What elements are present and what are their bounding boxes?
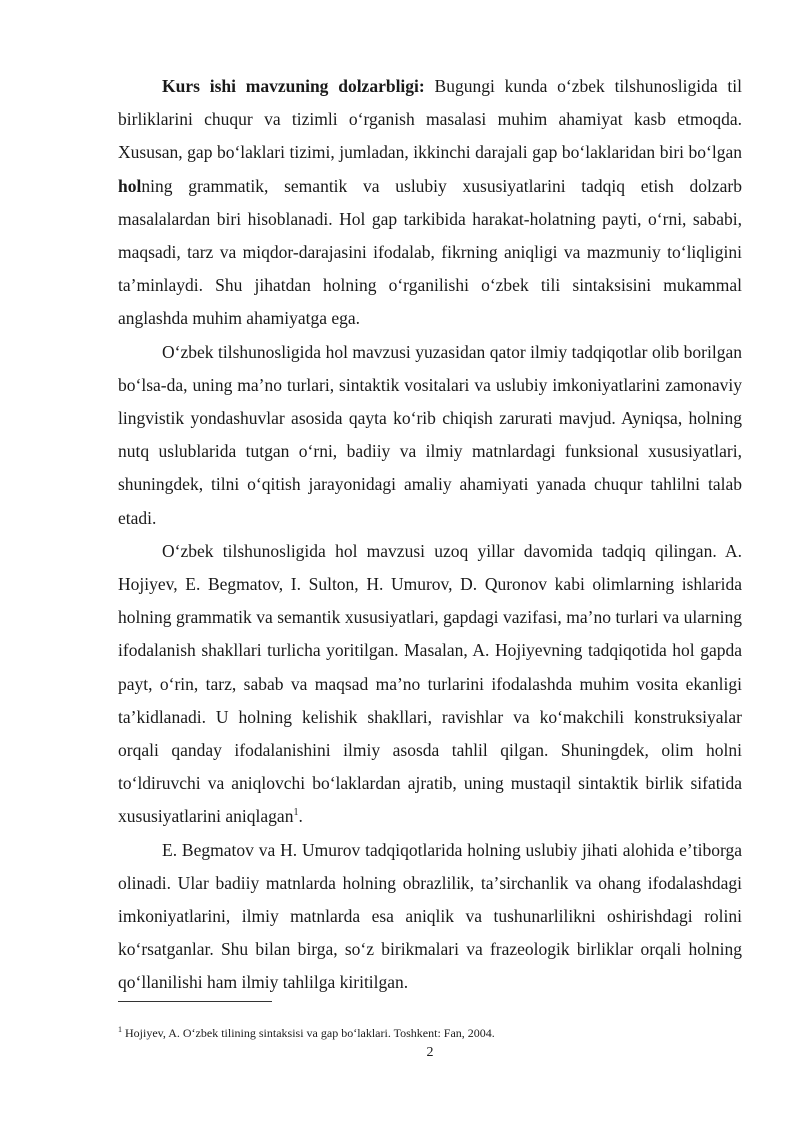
footnote-text: Hojiyev, A. Oʻzbek tilining sintaksisi va gap boʻlaklari. Toshkent: Fan, 2004.	[125, 1026, 495, 1040]
paragraph-research-need	[118, 336, 742, 535]
paragraph-stylistic	[118, 834, 742, 1000]
page-body	[118, 70, 742, 1000]
page-number: 2	[426, 1045, 434, 1060]
footnote-divider	[118, 1001, 272, 1002]
relevance-heading: Kurs ishi mavzuning dolzarbligi:	[162, 76, 425, 96]
paragraph-text: E. Begmatov va H. Umurov tadqiqotlarida holning uslubiy jihati alohida eʼtiborga olinadi. Ular badiiy matnlarda holning obrazlilik, taʼsirchanlik va ohang ifodalashdagi imkoniyatlarini, ilmiy matnlarda esa aniqlik va tushunarlilikni oshirishdagi rolini koʻrsatganlar. Shu bilan birga, soʻz birikmalari va frazeologik birliklar orqali holning qoʻllanilishi ham ilmiy tahlilga kiritilgan.	[118, 839, 742, 993]
hol-term: hol	[118, 175, 142, 196]
footnote-marker: 1	[118, 1025, 122, 1034]
paragraph-text: Oʻzbek tilshunosligida hol mavzusi uzoq yillar davomida tadqiq qilingan. A. Hojiyev, E. Begmatov, I. Sulton, H. Umurov, D. Quronov kabi olimlarning ishlarida holning grammatik va semantik xususiyatlari, gapdagi vazifasi, maʼno turlari va ularning ifodalanish shakllari turlicha yoritilgan. Masalan, A. Hojiyevning tadqiqotida hol gapda payt, oʻrin, tarz, sabab va maqsad maʼno turlarini ifodalashda muhim vosita ekanligi taʼkidlanadi. U holning kelishik shakllari, ravishlar va koʻmakchili konstruksiyalar orqali qanday ifodalanishini ilmiy asosda tahlil qilgan. Shuningdek, olim holni toʻldiruvchi va aniqlovchi boʻlaklardan ajratib, uning mustaqil sintaktik birlik sifatida xususiyatlarini aniqlagan	[118, 540, 742, 827]
paragraph-text: .	[298, 806, 303, 827]
footnote	[118, 1025, 742, 1041]
paragraph-text: Oʻzbek tilshunosligida hol mavzusi yuzasidan qator ilmiy tadqiqotlar olib borilgan boʻlsa-da, uning maʼno turlari, sintaktik vositalari va uslubiy imkoniyatlarini zamonaviy lingvistik yondashuvlar asosida qayta koʻrib chiqish zarurati mavjud. Ayniqsa, holning nutq uslublarida tutgan oʻrni, badiiy va ilmiy matnlardagi funksional xususiyatlari, shuningdek, tilni oʻqitish jarayonidagi amaliy ahamiyati yanada chuqur tahlilni talab etadi.	[118, 341, 742, 528]
paragraph-text: Bugungi kunda oʻzbek tilshunosligida til birliklarini chuqur va tizimli oʻrganish masalasi muhim ahamiyat kasb etmoqda. Xususan, gap boʻlaklari tizimi, jumladan, ikkinchi darajali gap boʻlaklaridan biri boʻlgan	[118, 76, 743, 163]
paragraph-text: ning grammatik, semantik va uslubiy xususiyatlarini tadqiq etish dolzarb masalalardan biri hisoblanadi. Hol gap tarkibida harakat-holatning payti, oʻrni, sababi, maqsadi, tarz va miqdor-darajasini ifodalab, fikrning aniqligi va mazmuniy toʻliqligini taʼminlaydi. Shu jihatdan holning oʻrganilishi oʻzbek tili sintaksisini mukammal anglashda muhim ahamiyatga ega.	[118, 175, 742, 329]
paragraph-literature	[118, 535, 742, 834]
paragraph-relevance	[118, 70, 742, 336]
footnote-reference[interactable]: 1	[293, 807, 299, 819]
